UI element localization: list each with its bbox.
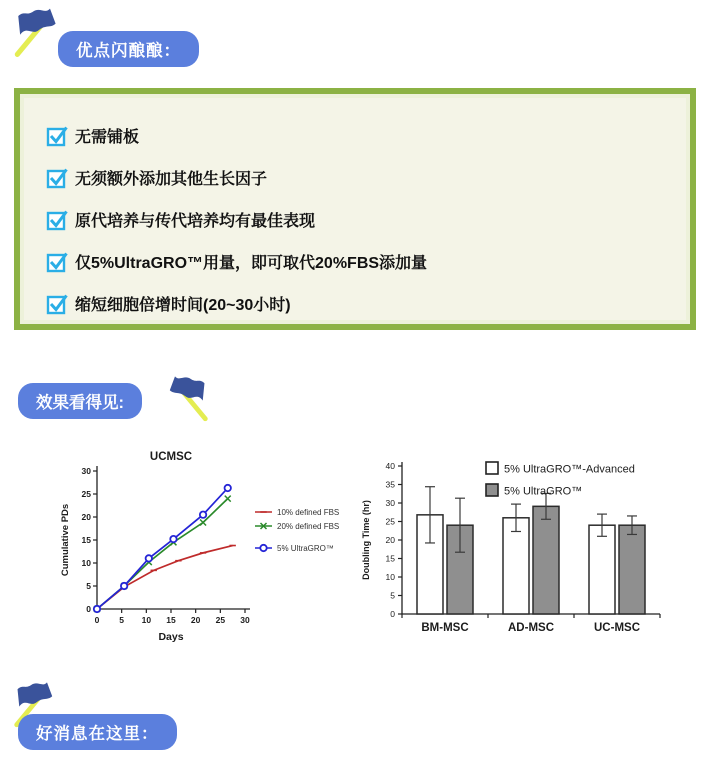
svg-text:25: 25 [215,615,226,625]
svg-text:20: 20 [190,615,201,625]
checkbox-icon[interactable] [46,293,68,315]
svg-text:30: 30 [385,498,395,508]
checkbox-icon[interactable] [46,167,68,189]
svg-text:25: 25 [385,516,395,527]
svg-text:UCMSC: UCMSC [149,451,193,463]
svg-text:10: 10 [141,615,152,625]
benefit-label: 无需铺板 [75,129,140,146]
checkbox-icon[interactable] [46,125,68,147]
checkbox-icon[interactable] [46,209,68,231]
section-badge-news: 好消息在这里： [18,714,177,750]
benefit-label: 缩短细胞倍增时间(20~30小时) [75,297,291,314]
svg-text:AD-MSC: AD-MSC [508,622,554,634]
line-chart-ucmsc [57,444,342,652]
bar-chart-doubling-time [356,444,690,656]
svg-text:0: 0 [94,615,100,625]
flag-icon [8,4,64,60]
svg-text:15: 15 [166,615,176,625]
benefit-item [46,208,690,231]
svg-text:Cumulative PDs: Cumulative PDs [60,503,71,577]
svg-text:5: 5 [119,615,125,625]
section-badge-results: 效果看得见: [18,383,142,419]
svg-text:15: 15 [385,553,395,564]
section-badge-advantages: 优点闪酿酿： [58,31,199,67]
svg-text:30: 30 [81,466,91,476]
svg-text:5% UltraGRO™-Advanced: 5% UltraGRO™-Advanced [504,463,635,476]
benefits-box [14,88,696,330]
svg-text:0: 0 [390,609,395,619]
benefit-label: 原代培养与传代培养均有最佳表现 [75,213,316,230]
svg-text:10: 10 [81,558,91,568]
benefit-item [46,166,690,189]
benefit-label: 无须额外添加其他生长因子 [75,171,268,188]
benefit-item [46,124,690,147]
svg-text:Days: Days [158,631,184,643]
svg-text:20% defined FBS: 20% defined FBS [277,522,340,531]
benefit-label: 仅5%UltraGRO™用量，即可取代20%FBS添加量 [75,255,428,272]
svg-text:20: 20 [81,512,91,522]
svg-text:25: 25 [81,489,91,499]
svg-text:10: 10 [385,572,395,582]
svg-text:15: 15 [81,535,91,545]
checkbox-icon[interactable] [46,251,68,273]
svg-text:Doubling Time (hr): Doubling Time (hr) [361,500,371,580]
benefit-item [46,292,690,315]
svg-text:5: 5 [86,581,91,591]
flag-icon [162,372,214,424]
svg-text:10% defined FBS: 10% defined FBS [277,508,340,517]
svg-text:UC-MSC: UC-MSC [594,622,640,634]
svg-text:30: 30 [240,615,250,625]
svg-text:5% UltraGRO™: 5% UltraGRO™ [504,485,583,498]
svg-text:20: 20 [385,535,395,545]
svg-text:40: 40 [385,461,395,471]
svg-text:5: 5 [390,590,395,601]
svg-text:35: 35 [385,479,395,490]
svg-text:BM-MSC: BM-MSC [421,622,469,634]
benefit-item [46,250,690,273]
svg-text:0: 0 [86,604,91,614]
svg-text:5% UltraGRO™: 5% UltraGRO™ [277,544,334,553]
